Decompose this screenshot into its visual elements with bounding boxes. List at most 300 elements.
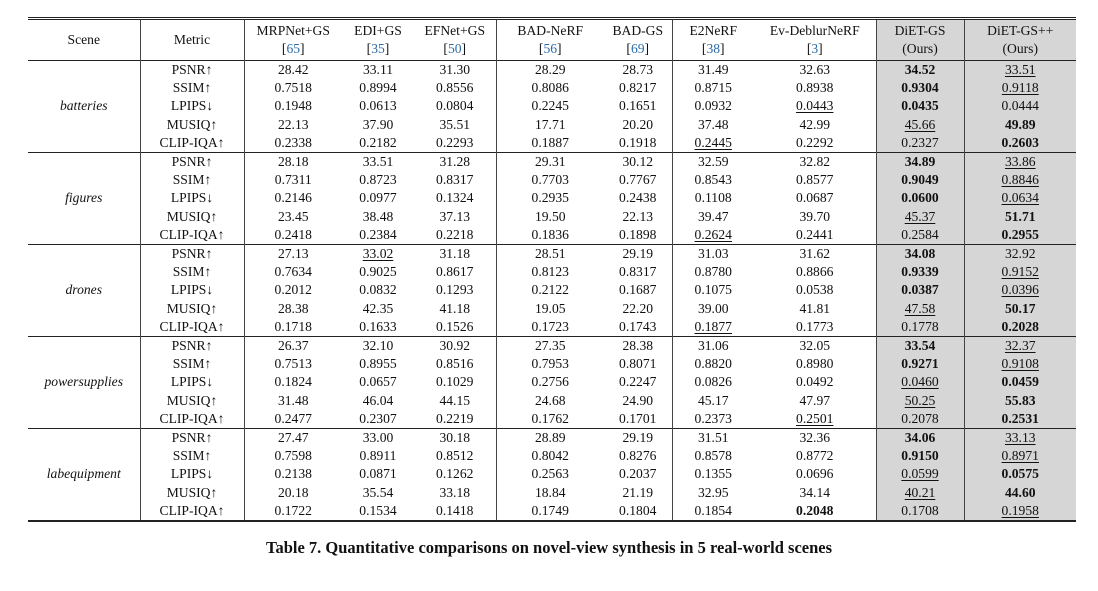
value-cell: 45.17 xyxy=(697,392,729,408)
value-cell: 32.59 xyxy=(697,154,729,170)
value-cell: 46.04 xyxy=(362,392,394,408)
value-cell: 0.9108 xyxy=(964,355,1076,373)
table-row xyxy=(28,392,1076,410)
value-cell: 0.2756 xyxy=(531,374,569,390)
method-header: Ev-DeblurNeRF xyxy=(754,19,876,41)
method-citation: [56] xyxy=(538,41,562,56)
value-cell: 0.1029 xyxy=(414,373,496,391)
value-cell: 0.9025 xyxy=(359,264,397,280)
value-cell: 37.13 xyxy=(414,208,496,226)
scene-name: drones xyxy=(28,245,140,337)
value-cell: 49.89 xyxy=(964,116,1076,134)
value-cell: 32.10 xyxy=(362,338,394,354)
value-cell: 0.7634 xyxy=(274,264,312,280)
value-cell: 0.2338 xyxy=(274,134,312,150)
method-header: MRPNet+GS xyxy=(256,22,330,38)
value-cell: 0.2037 xyxy=(604,465,672,483)
value-cell: 0.2935 xyxy=(531,190,569,206)
value-cell: 0.2603 xyxy=(964,134,1076,153)
scene-name: labequipment xyxy=(28,429,140,522)
scene-group xyxy=(28,153,1076,245)
value-cell: 0.1075 xyxy=(694,282,732,298)
value-cell: 21.19 xyxy=(604,484,672,502)
value-cell: 38.48 xyxy=(362,208,394,224)
value-cell: 35.51 xyxy=(414,116,496,134)
scene-name: batteries xyxy=(28,61,140,153)
value-cell: 29.19 xyxy=(604,245,672,264)
value-cell: 0.0600 xyxy=(876,189,964,207)
value-cell: 51.71 xyxy=(964,208,1076,226)
value-cell: 0.2048 xyxy=(754,502,876,521)
value-cell: 0.1958 xyxy=(964,502,1076,521)
value-cell: 0.8071 xyxy=(604,355,672,373)
value-cell: 0.2477 xyxy=(274,410,312,426)
value-cell: 0.1293 xyxy=(414,281,496,299)
value-cell: 0.2146 xyxy=(274,190,312,206)
metric-name: SSIM↑ xyxy=(140,447,244,465)
value-cell: 28.38 xyxy=(604,337,672,356)
value-cell: 45.66 xyxy=(876,116,964,134)
value-cell: 31.28 xyxy=(414,153,496,172)
value-cell: 32.36 xyxy=(754,429,876,448)
value-cell: 0.2012 xyxy=(274,282,312,298)
table-row xyxy=(28,465,1076,483)
value-cell: 34.06 xyxy=(876,429,964,448)
value-cell: 28.73 xyxy=(604,61,672,80)
value-cell: 0.1804 xyxy=(604,502,672,521)
metric-name: LPIPS↓ xyxy=(140,281,244,299)
metric-name: PSNR↑ xyxy=(140,337,244,356)
value-cell: 0.0932 xyxy=(694,98,732,114)
value-cell: 0.8086 xyxy=(531,80,569,96)
value-cell: 40.21 xyxy=(876,484,964,502)
table-row xyxy=(28,484,1076,502)
table-row xyxy=(28,153,1076,172)
value-cell: 0.1836 xyxy=(531,226,569,242)
value-cell: 0.7767 xyxy=(604,171,672,189)
value-cell: 0.1722 xyxy=(274,502,312,518)
value-cell: 30.18 xyxy=(414,429,496,448)
value-cell: 35.54 xyxy=(362,484,394,500)
value-cell: 39.00 xyxy=(697,300,729,316)
metric-name: MUSIQ↑ xyxy=(140,300,244,318)
value-cell: 0.8317 xyxy=(414,171,496,189)
value-cell: 33.11 xyxy=(362,62,394,77)
table-row xyxy=(28,502,1076,521)
value-cell: 33.86 xyxy=(964,153,1076,172)
value-cell: 45.37 xyxy=(876,208,964,226)
table-header xyxy=(28,19,1076,61)
value-cell: 0.8715 xyxy=(694,80,732,96)
value-cell: 32.95 xyxy=(697,484,729,500)
metric-name: SSIM↑ xyxy=(140,79,244,97)
value-cell: 33.00 xyxy=(362,430,394,446)
value-cell: 0.8955 xyxy=(359,356,397,372)
method-header: EDI+GS xyxy=(354,22,402,38)
scene-group xyxy=(28,429,1076,522)
table-row xyxy=(28,300,1076,318)
value-cell: 0.2293 xyxy=(414,134,496,153)
value-cell: 31.03 xyxy=(697,246,729,262)
value-cell: 0.0443 xyxy=(754,97,876,115)
value-cell: 0.0832 xyxy=(359,282,397,298)
value-cell: 28.29 xyxy=(534,62,566,77)
value-cell: 0.0634 xyxy=(964,189,1076,207)
value-cell: 0.0538 xyxy=(754,281,876,299)
value-cell: 37.48 xyxy=(697,116,729,132)
value-cell: 28.38 xyxy=(277,300,309,316)
table-row xyxy=(28,263,1076,281)
value-cell: 0.0396 xyxy=(964,281,1076,299)
table-caption: Table 7. Quantitative comparisons on novel-view synthesis in 5 real-world scenes xyxy=(265,538,833,557)
value-cell: 0.2373 xyxy=(694,410,732,426)
method-note: (Ours) xyxy=(964,40,1076,61)
value-cell: 0.2418 xyxy=(274,226,312,242)
value-cell: 0.8123 xyxy=(531,264,569,280)
value-cell: 42.99 xyxy=(754,116,876,134)
results-table xyxy=(28,17,1076,522)
value-cell: 34.89 xyxy=(876,153,964,172)
value-cell: 34.52 xyxy=(876,61,964,80)
value-cell: 0.8780 xyxy=(694,264,732,280)
scene-name: powersupplies xyxy=(28,337,140,429)
value-cell: 0.7311 xyxy=(274,172,312,188)
value-cell: 42.35 xyxy=(362,300,394,316)
value-cell: 50.25 xyxy=(876,392,964,410)
metric-name: LPIPS↓ xyxy=(140,373,244,391)
value-cell: 0.0387 xyxy=(876,281,964,299)
value-cell: 32.82 xyxy=(754,153,876,172)
value-cell: 0.1743 xyxy=(604,318,672,337)
value-cell: 20.18 xyxy=(277,484,309,500)
value-cell: 32.92 xyxy=(964,245,1076,264)
metric-name: CLIP-IQA↑ xyxy=(140,410,244,429)
value-cell: 0.8276 xyxy=(604,447,672,465)
scene-name: figures xyxy=(28,153,140,245)
method-header: DiET-GS++ xyxy=(964,19,1076,41)
value-cell: 0.1778 xyxy=(876,318,964,337)
value-cell: 0.1701 xyxy=(604,410,672,429)
metric-name: SSIM↑ xyxy=(140,171,244,189)
value-cell: 31.30 xyxy=(414,61,496,80)
value-cell: 55.83 xyxy=(964,392,1076,410)
value-cell: 32.05 xyxy=(754,337,876,356)
table-row xyxy=(28,245,1076,264)
value-cell: 39.47 xyxy=(697,208,729,224)
value-cell: 29.19 xyxy=(604,429,672,448)
method-citation: [50] xyxy=(414,40,496,61)
metric-name: LPIPS↓ xyxy=(140,465,244,483)
value-cell: 0.2955 xyxy=(964,226,1076,245)
method-citation: [69] xyxy=(604,40,672,61)
value-cell: 0.1687 xyxy=(604,281,672,299)
value-cell: 0.0613 xyxy=(359,98,397,114)
value-cell: 0.8578 xyxy=(694,448,732,464)
value-cell: 0.9150 xyxy=(876,447,964,465)
table-row xyxy=(28,79,1076,97)
value-cell: 0.8820 xyxy=(694,356,732,372)
value-cell: 0.2624 xyxy=(694,226,732,242)
value-cell: 27.47 xyxy=(277,430,309,446)
value-cell: 0.7513 xyxy=(274,356,312,372)
value-cell: 0.2245 xyxy=(531,98,569,114)
value-cell: 0.2218 xyxy=(414,226,496,245)
value-cell: 0.1854 xyxy=(694,502,732,518)
value-cell: 0.2584 xyxy=(876,226,964,245)
value-cell: 0.2219 xyxy=(414,410,496,429)
table-row xyxy=(28,134,1076,153)
value-cell: 24.68 xyxy=(534,392,566,408)
results-table-container xyxy=(28,17,1076,522)
value-cell: 28.18 xyxy=(277,154,309,170)
method-note: (Ours) xyxy=(876,40,964,61)
value-cell: 19.50 xyxy=(534,208,566,224)
metric-name: PSNR↑ xyxy=(140,429,244,448)
value-cell: 0.7598 xyxy=(274,448,312,464)
table-row xyxy=(28,189,1076,207)
metric-header: Metric xyxy=(140,19,244,61)
value-cell: 31.48 xyxy=(277,392,309,408)
value-cell: 0.0460 xyxy=(876,373,964,391)
method-header: EFNet+GS xyxy=(414,19,496,41)
value-cell: 0.0977 xyxy=(359,190,397,206)
value-cell: 0.9304 xyxy=(876,79,964,97)
value-cell: 0.8577 xyxy=(754,171,876,189)
value-cell: 0.8516 xyxy=(414,355,496,373)
value-cell: 22.13 xyxy=(277,116,309,132)
value-cell: 0.2247 xyxy=(604,373,672,391)
table-row xyxy=(28,337,1076,356)
metric-name: MUSIQ↑ xyxy=(140,116,244,134)
value-cell: 33.13 xyxy=(964,429,1076,448)
value-cell: 41.18 xyxy=(414,300,496,318)
value-cell: 0.1723 xyxy=(531,318,569,334)
value-cell: 0.1877 xyxy=(694,318,732,334)
value-cell: 0.8617 xyxy=(414,263,496,281)
value-cell: 47.58 xyxy=(876,300,964,318)
value-cell: 0.1651 xyxy=(604,97,672,115)
metric-name: MUSIQ↑ xyxy=(140,484,244,502)
metric-name: SSIM↑ xyxy=(140,355,244,373)
table-row xyxy=(28,373,1076,391)
value-cell: 0.0599 xyxy=(876,465,964,483)
value-cell: 0.8217 xyxy=(604,79,672,97)
value-cell: 0.8866 xyxy=(754,263,876,281)
value-cell: 0.8556 xyxy=(414,79,496,97)
value-cell: 0.0444 xyxy=(964,97,1076,115)
value-cell: 0.7703 xyxy=(531,172,569,188)
value-cell: 0.1887 xyxy=(531,134,569,150)
value-cell: 0.2292 xyxy=(754,134,876,153)
metric-name: LPIPS↓ xyxy=(140,189,244,207)
value-cell: 0.0657 xyxy=(359,374,397,390)
value-cell: 0.8971 xyxy=(964,447,1076,465)
metric-name: CLIP-IQA↑ xyxy=(140,502,244,521)
value-cell: 33.54 xyxy=(876,337,964,356)
value-cell: 0.0459 xyxy=(964,373,1076,391)
table-row xyxy=(28,447,1076,465)
value-cell: 28.89 xyxy=(534,430,566,446)
value-cell: 0.8846 xyxy=(964,171,1076,189)
value-cell: 31.18 xyxy=(414,245,496,264)
value-cell: 26.37 xyxy=(277,338,309,354)
metric-name: PSNR↑ xyxy=(140,245,244,264)
value-cell: 0.9152 xyxy=(964,263,1076,281)
value-cell: 0.1324 xyxy=(414,189,496,207)
scene-group xyxy=(28,337,1076,429)
value-cell: 32.37 xyxy=(964,337,1076,356)
value-cell: 34.14 xyxy=(754,484,876,502)
value-cell: 0.8723 xyxy=(359,172,397,188)
value-cell: 0.1108 xyxy=(694,190,732,206)
value-cell: 0.2531 xyxy=(964,410,1076,429)
value-cell: 0.0435 xyxy=(876,97,964,115)
metric-name: CLIP-IQA↑ xyxy=(140,226,244,245)
value-cell: 0.8980 xyxy=(754,355,876,373)
value-cell: 0.9049 xyxy=(876,171,964,189)
table-row xyxy=(28,116,1076,134)
value-cell: 0.1708 xyxy=(876,502,964,521)
value-cell: 22.20 xyxy=(604,300,672,318)
value-cell: 0.0696 xyxy=(754,465,876,483)
value-cell: 33.18 xyxy=(414,484,496,502)
table-row xyxy=(28,226,1076,245)
method-header: E2NeRF xyxy=(689,22,738,38)
value-cell: 31.49 xyxy=(697,62,729,77)
value-cell: 0.1526 xyxy=(414,318,496,337)
method-citation: [38] xyxy=(701,41,725,56)
value-cell: 20.20 xyxy=(604,116,672,134)
value-cell: 31.06 xyxy=(697,338,729,354)
value-cell: 0.8042 xyxy=(531,448,569,464)
value-cell: 0.9339 xyxy=(876,263,964,281)
value-cell: 0.0687 xyxy=(754,189,876,207)
value-cell: 27.13 xyxy=(277,246,309,262)
value-cell: 0.2501 xyxy=(754,410,876,429)
value-cell: 0.7953 xyxy=(531,356,569,372)
value-cell: 31.62 xyxy=(754,245,876,264)
value-cell: 0.8938 xyxy=(754,79,876,97)
value-cell: 0.1824 xyxy=(274,374,312,390)
value-cell: 0.1355 xyxy=(694,466,732,482)
value-cell: 19.05 xyxy=(534,300,566,316)
metric-name: PSNR↑ xyxy=(140,153,244,172)
scene-group xyxy=(28,61,1076,153)
value-cell: 47.97 xyxy=(754,392,876,410)
value-cell: 0.2563 xyxy=(531,466,569,482)
value-cell: 32.63 xyxy=(754,61,876,80)
scene-group xyxy=(28,245,1076,337)
table-row xyxy=(28,429,1076,448)
value-cell: 0.2028 xyxy=(964,318,1076,337)
metric-name: MUSIQ↑ xyxy=(140,208,244,226)
value-cell: 0.2122 xyxy=(531,282,569,298)
value-cell: 0.2441 xyxy=(754,226,876,245)
method-citation: [65] xyxy=(281,41,305,56)
value-cell: 34.08 xyxy=(876,245,964,264)
value-cell: 33.02 xyxy=(362,246,394,262)
table-row xyxy=(28,61,1076,80)
value-cell: 44.15 xyxy=(414,392,496,410)
value-cell: 33.51 xyxy=(964,61,1076,80)
value-cell: 0.1762 xyxy=(531,410,569,426)
value-cell: 44.60 xyxy=(964,484,1076,502)
method-header: BAD-GS xyxy=(604,19,672,41)
value-cell: 27.35 xyxy=(534,338,566,354)
value-cell: 0.9271 xyxy=(876,355,964,373)
value-cell: 0.1918 xyxy=(604,134,672,153)
value-cell: 24.90 xyxy=(604,392,672,410)
metric-name: SSIM↑ xyxy=(140,263,244,281)
table-row xyxy=(28,318,1076,337)
method-header: BAD-NeRF xyxy=(517,22,584,38)
value-cell: 0.2438 xyxy=(604,189,672,207)
value-cell: 33.51 xyxy=(362,154,394,170)
value-cell: 29.31 xyxy=(534,154,566,170)
value-cell: 30.12 xyxy=(604,153,672,172)
value-cell: 0.8317 xyxy=(604,263,672,281)
table-row xyxy=(28,208,1076,226)
value-cell: 0.2384 xyxy=(359,226,397,242)
value-cell: 0.9118 xyxy=(964,79,1076,97)
value-cell: 0.8543 xyxy=(694,172,732,188)
value-cell: 0.0575 xyxy=(964,465,1076,483)
value-cell: 28.42 xyxy=(277,62,309,77)
table-row xyxy=(28,171,1076,189)
value-cell: 0.0492 xyxy=(754,373,876,391)
value-cell: 22.13 xyxy=(604,208,672,226)
table-row xyxy=(28,281,1076,299)
table-row xyxy=(28,355,1076,373)
value-cell: 31.51 xyxy=(697,430,729,446)
metric-name: MUSIQ↑ xyxy=(140,392,244,410)
value-cell: 0.7518 xyxy=(274,80,312,96)
value-cell: 0.1898 xyxy=(604,226,672,245)
value-cell: 0.1773 xyxy=(754,318,876,337)
value-cell: 0.2327 xyxy=(876,134,964,153)
value-cell: 41.81 xyxy=(754,300,876,318)
value-cell: 0.2138 xyxy=(274,466,312,482)
value-cell: 0.8994 xyxy=(359,80,397,96)
value-cell: 28.51 xyxy=(534,246,566,262)
value-cell: 0.1418 xyxy=(414,502,496,521)
scene-header: Scene xyxy=(28,19,140,61)
value-cell: 37.90 xyxy=(362,116,394,132)
value-cell: 0.8911 xyxy=(359,448,397,464)
value-cell: 30.92 xyxy=(414,337,496,356)
value-cell: 0.1262 xyxy=(414,465,496,483)
metric-name: PSNR↑ xyxy=(140,61,244,80)
value-cell: 23.45 xyxy=(277,208,309,224)
value-cell: 0.1948 xyxy=(274,98,312,114)
value-cell: 0.1718 xyxy=(274,318,312,334)
value-cell: 0.1633 xyxy=(359,318,397,334)
value-cell: 0.0804 xyxy=(414,97,496,115)
table-row xyxy=(28,97,1076,115)
value-cell: 0.8772 xyxy=(754,447,876,465)
method-citation: [3] xyxy=(754,40,876,61)
value-cell: 39.70 xyxy=(754,208,876,226)
method-citation: [35] xyxy=(366,41,390,56)
table-row xyxy=(28,410,1076,429)
value-cell: 0.1749 xyxy=(531,502,569,518)
value-cell: 0.2078 xyxy=(876,410,964,429)
value-cell: 17.71 xyxy=(534,116,566,132)
value-cell: 50.17 xyxy=(964,300,1076,318)
value-cell: 0.0871 xyxy=(359,466,397,482)
value-cell: 18.84 xyxy=(534,484,566,500)
value-cell: 0.0826 xyxy=(694,374,732,390)
